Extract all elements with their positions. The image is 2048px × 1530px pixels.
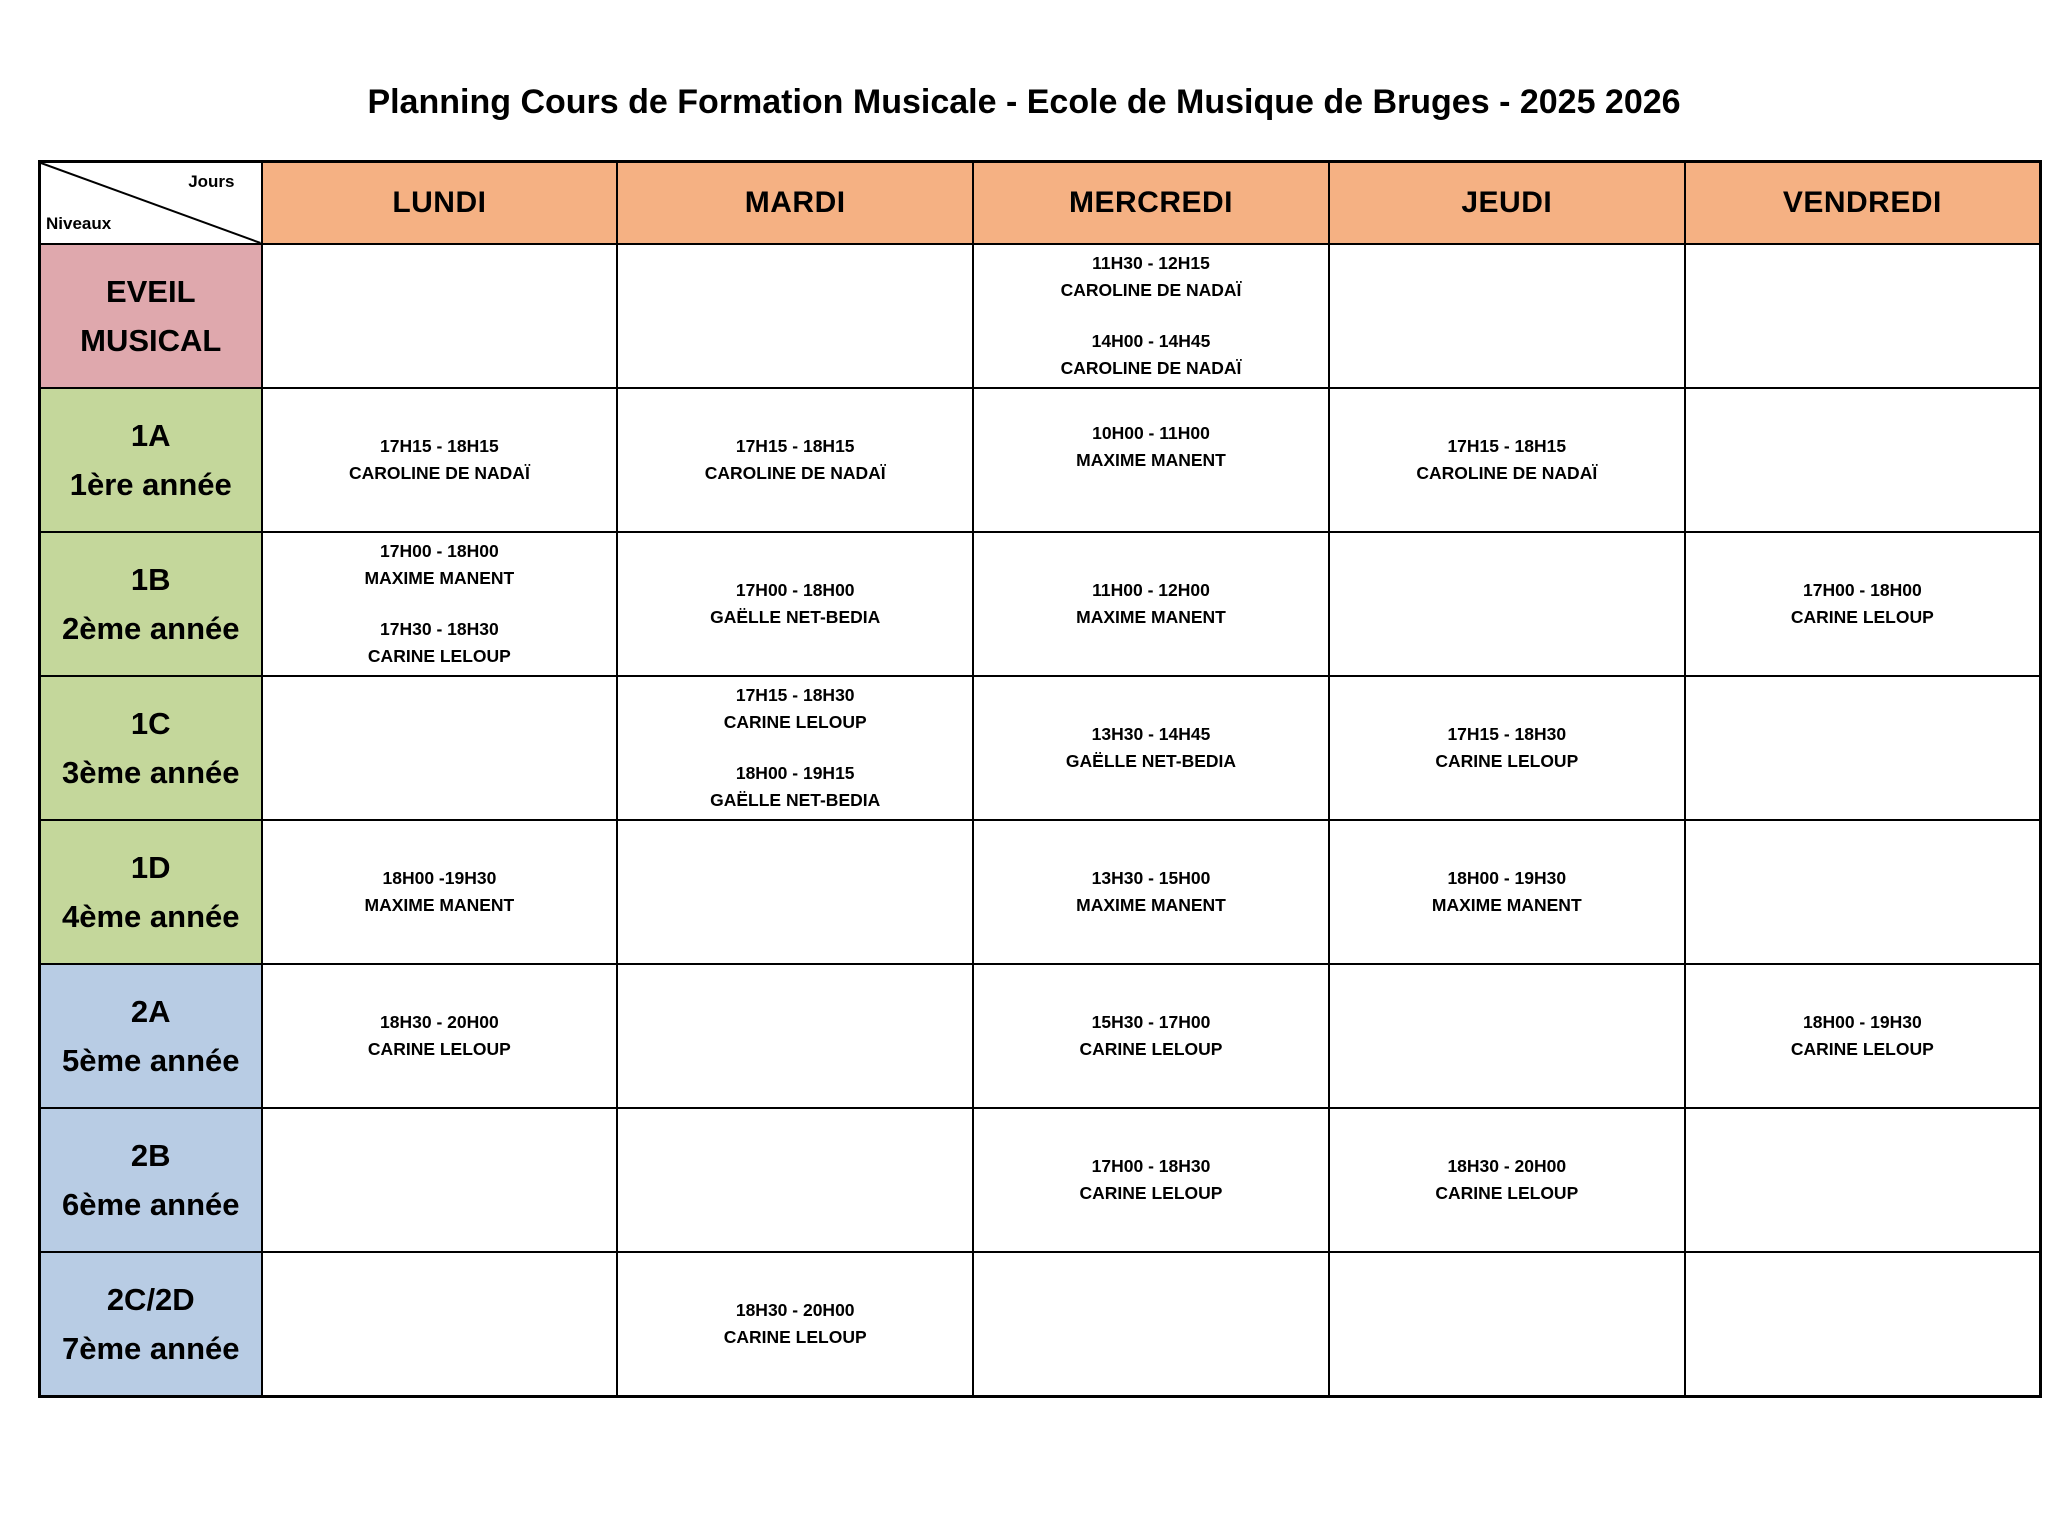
level-1a bbox=[40, 388, 262, 532]
entry-time: 17H00 - 18H00 bbox=[735, 580, 855, 600]
entry-time: 13H30 - 15H00 bbox=[1091, 868, 1211, 888]
entry-teacher: MAXIME MANENT bbox=[1076, 607, 1226, 627]
entry-time: 17H00 - 18H00 bbox=[380, 541, 499, 561]
entry-teacher: CARINE LELOUP bbox=[1790, 607, 1934, 627]
schedule-entry bbox=[263, 433, 617, 487]
row-1c bbox=[40, 676, 2041, 820]
entry-teacher: MAXIME MANENT bbox=[1076, 450, 1226, 470]
entry-time: 18H00 -19H30 bbox=[382, 868, 497, 888]
level-name: 2A bbox=[130, 994, 171, 1029]
entry-time: 17H15 - 18H15 bbox=[1447, 436, 1567, 456]
entry-teacher: MAXIME MANENT bbox=[1076, 895, 1226, 915]
cell-1d-vendredi bbox=[1685, 820, 2041, 964]
entry-time: 17H00 - 18H00 bbox=[1802, 580, 1922, 600]
schedule-entry bbox=[1330, 1153, 1684, 1207]
cell-1a-mardi bbox=[617, 388, 973, 532]
cell-2b-vendredi bbox=[1685, 1108, 2041, 1252]
entry-teacher: CARINE LELOUP bbox=[723, 1327, 867, 1347]
cell-1b-jeudi bbox=[1329, 532, 1685, 676]
cell-1d-lundi bbox=[262, 820, 618, 964]
cell-2a-mercredi bbox=[973, 964, 1329, 1108]
entry-time: 17H15 - 18H30 bbox=[1447, 724, 1567, 744]
page-title: Planning Cours de Formation Musicale - Ecole de Musique de Bruges - 2025 2026 bbox=[367, 83, 1681, 121]
cell-eveil-jeudi bbox=[1329, 244, 1685, 388]
entry-teacher: CARINE LELOUP bbox=[367, 1039, 511, 1059]
entry-teacher: CARINE LELOUP bbox=[723, 712, 867, 732]
schedule-entry bbox=[618, 1297, 972, 1351]
cell-2c2d-vendredi bbox=[1685, 1252, 2041, 1397]
entry-teacher: CAROLINE DE NADAÏ bbox=[1416, 463, 1598, 483]
cell-1b-lundi bbox=[262, 532, 618, 676]
cell-1c-vendredi bbox=[1685, 676, 2041, 820]
day-header-mardi: MARDI bbox=[617, 162, 973, 245]
cell-1b-mercredi bbox=[973, 532, 1329, 676]
entry-teacher: CARINE LELOUP bbox=[1790, 1039, 1934, 1059]
corner-label-niveaux: Niveaux bbox=[46, 214, 112, 233]
entry-time: 13H30 - 14H45 bbox=[1091, 724, 1211, 744]
level-name: 1A bbox=[130, 418, 171, 453]
schedule-entry bbox=[974, 865, 1328, 919]
cell-1d-jeudi bbox=[1329, 820, 1685, 964]
level-name: 2B bbox=[130, 1138, 171, 1173]
entry-time: 17H15 - 18H30 bbox=[735, 685, 855, 705]
level-year: MUSICAL bbox=[80, 323, 222, 358]
entry-teacher: CAROLINE DE NADAÏ bbox=[704, 463, 886, 483]
schedule-entry bbox=[974, 420, 1328, 474]
schedule-entry bbox=[1330, 721, 1684, 775]
cell-2c2d-lundi bbox=[262, 1252, 618, 1397]
schedule-entry bbox=[1330, 433, 1684, 487]
level-year: 3ème année bbox=[62, 755, 240, 790]
entry-time: 18H30 - 20H00 bbox=[380, 1012, 499, 1032]
level-name: 2C/2D bbox=[106, 1282, 195, 1317]
entry-teacher: CARINE LELOUP bbox=[367, 646, 511, 666]
schedule-entry bbox=[618, 682, 972, 736]
level-eveil-musical bbox=[40, 244, 262, 388]
cell-1d-mercredi bbox=[973, 820, 1329, 964]
cell-1c-jeudi bbox=[1329, 676, 1685, 820]
schedule-entry bbox=[618, 577, 972, 631]
entry-time: 17H00 - 18H30 bbox=[1091, 1156, 1211, 1176]
cell-2c2d-mercredi bbox=[973, 1252, 1329, 1397]
schedule-entry bbox=[974, 577, 1328, 631]
cell-1a-jeudi bbox=[1329, 388, 1685, 532]
level-name: EVEIL bbox=[105, 274, 196, 309]
level-1d bbox=[40, 820, 262, 964]
cell-eveil-mardi bbox=[617, 244, 973, 388]
level-year: 5ème année bbox=[62, 1043, 240, 1078]
entry-teacher: CAROLINE DE NADAÏ bbox=[1060, 280, 1242, 300]
entry-teacher: CARINE LELOUP bbox=[1079, 1183, 1223, 1203]
entry-time: 18H00 - 19H30 bbox=[1447, 868, 1567, 888]
schedule-entry bbox=[974, 250, 1328, 304]
entry-time: 18H30 - 20H00 bbox=[735, 1300, 855, 1320]
entry-teacher: CAROLINE DE NADAÏ bbox=[1060, 358, 1242, 378]
row-1d bbox=[40, 820, 2041, 964]
level-name: 1D bbox=[130, 850, 171, 885]
entry-time: 18H30 - 20H00 bbox=[1447, 1156, 1567, 1176]
level-year: 2ème année bbox=[62, 611, 240, 646]
cell-eveil-lundi bbox=[262, 244, 618, 388]
entry-teacher: CAROLINE DE NADAÏ bbox=[348, 463, 530, 483]
entry-teacher: GAËLLE NET-BEDIA bbox=[1065, 751, 1237, 771]
cell-1a-mercredi bbox=[973, 388, 1329, 532]
cell-2b-mardi bbox=[617, 1108, 973, 1252]
entry-teacher: CARINE LELOUP bbox=[1435, 751, 1579, 771]
schedule-entry bbox=[263, 538, 617, 592]
entry-time: 15H30 - 17H00 bbox=[1091, 1012, 1211, 1032]
entry-time: 18H00 - 19H30 bbox=[1802, 1012, 1922, 1032]
level-year: 6ème année bbox=[62, 1187, 240, 1222]
entry-time: 11H30 - 12H15 bbox=[1092, 253, 1210, 273]
cell-1a-vendredi bbox=[1685, 388, 2041, 532]
schedule-entry bbox=[974, 721, 1328, 775]
level-year: 4ème année bbox=[62, 899, 240, 934]
entry-time: 17H30 - 18H30 bbox=[380, 619, 499, 639]
cell-1b-mardi bbox=[617, 532, 973, 676]
entry-time: 17H15 - 18H15 bbox=[380, 436, 499, 456]
row-1b bbox=[40, 532, 2041, 676]
cell-2a-lundi bbox=[262, 964, 618, 1108]
level-2b bbox=[40, 1108, 262, 1252]
cell-eveil-mercredi bbox=[973, 244, 1329, 388]
cell-2a-jeudi bbox=[1329, 964, 1685, 1108]
cell-2b-jeudi bbox=[1329, 1108, 1685, 1252]
day-header-mercredi: MERCREDI bbox=[973, 162, 1329, 245]
entry-teacher: MAXIME MANENT bbox=[1431, 895, 1582, 915]
schedule-entry bbox=[974, 1009, 1328, 1063]
level-1b bbox=[40, 532, 262, 676]
schedule-entry bbox=[618, 760, 972, 814]
cell-1c-mardi bbox=[617, 676, 973, 820]
entry-time: 18H00 - 19H15 bbox=[735, 763, 855, 783]
cell-1c-lundi bbox=[262, 676, 618, 820]
level-year: 1ère année bbox=[69, 467, 232, 502]
schedule-entry bbox=[263, 616, 617, 670]
level-1c bbox=[40, 676, 262, 820]
entry-time: 11H00 - 12H00 bbox=[1092, 580, 1210, 600]
schedule-entry bbox=[974, 1153, 1328, 1207]
level-year: 7ème année bbox=[62, 1331, 240, 1366]
entry-time: 14H00 - 14H45 bbox=[1091, 331, 1211, 351]
cell-2b-lundi bbox=[262, 1108, 618, 1252]
schedule-entry bbox=[263, 865, 617, 919]
entry-teacher: MAXIME MANENT bbox=[364, 568, 515, 588]
cell-2a-mardi bbox=[617, 964, 973, 1108]
entry-time: 17H15 - 18H15 bbox=[735, 436, 855, 456]
entry-teacher: MAXIME MANENT bbox=[364, 895, 515, 915]
cell-2c2d-jeudi bbox=[1329, 1252, 1685, 1397]
header-row bbox=[40, 162, 2041, 245]
schedule-entry bbox=[618, 433, 972, 487]
day-header-lundi: LUNDI bbox=[262, 162, 618, 245]
cell-2c2d-mardi bbox=[617, 1252, 973, 1397]
corner-label-jours: Jours bbox=[188, 172, 235, 191]
entry-teacher: GAËLLE NET-BEDIA bbox=[710, 607, 881, 627]
corner-cell bbox=[40, 162, 262, 245]
entry-teacher: CARINE LELOUP bbox=[1435, 1183, 1579, 1203]
schedule-entry bbox=[1686, 577, 2039, 631]
schedule-entry bbox=[1330, 865, 1684, 919]
level-name: 1C bbox=[130, 706, 171, 741]
row-2c2d bbox=[40, 1252, 2041, 1397]
row-eveil-musical bbox=[40, 244, 2041, 388]
level-2c2d bbox=[40, 1252, 262, 1397]
cell-1c-mercredi bbox=[973, 676, 1329, 820]
cell-1d-mardi bbox=[617, 820, 973, 964]
row-2b bbox=[40, 1108, 2041, 1252]
planning-table bbox=[38, 160, 2042, 1398]
cell-2b-mercredi bbox=[973, 1108, 1329, 1252]
schedule-entry bbox=[263, 1009, 617, 1063]
day-header-jeudi: JEUDI bbox=[1329, 162, 1685, 245]
level-name: 1B bbox=[130, 562, 171, 597]
row-1a bbox=[40, 388, 2041, 532]
level-2a bbox=[40, 964, 262, 1108]
schedule-entry bbox=[1686, 1009, 2039, 1063]
entry-teacher: GAËLLE NET-BEDIA bbox=[710, 790, 881, 810]
cell-2a-vendredi bbox=[1685, 964, 2041, 1108]
entry-teacher: CARINE LELOUP bbox=[1079, 1039, 1223, 1059]
row-2a bbox=[40, 964, 2041, 1108]
day-header-vendredi: VENDREDI bbox=[1685, 162, 2041, 245]
cell-eveil-vendredi bbox=[1685, 244, 2041, 388]
cell-1b-vendredi bbox=[1685, 532, 2041, 676]
cell-1a-lundi bbox=[262, 388, 618, 532]
entry-time: 10H00 - 11H00 bbox=[1092, 423, 1210, 443]
schedule-entry bbox=[974, 328, 1328, 382]
